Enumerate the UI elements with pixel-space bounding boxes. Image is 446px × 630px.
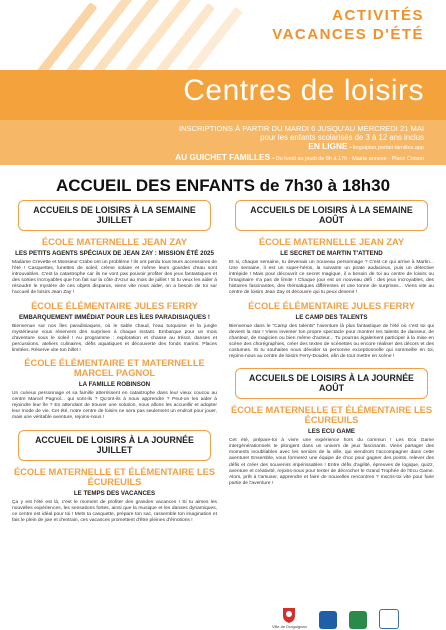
- school-name: ÉCOLE MATERNELLE JEAN ZAY: [258, 237, 405, 247]
- school-name: ÉCOLE MATERNELLE ET ÉLÉMENTAIRE LES ÉCUREUILS: [230, 405, 433, 426]
- guichet-label: AU GUICHET FAMILLES: [175, 152, 271, 162]
- main-title: ACCUEIL DES ENFANTS de 7h30 à 18h30: [55, 176, 391, 195]
- left-column: [12, 200, 217, 528]
- guichet-detail: • Du lundi au jeudi de 8h à 17h - Mairie annexe - Place Coison: [272, 156, 424, 162]
- city-logo-label: Ville de Draguignan: [272, 624, 307, 629]
- city-crest-icon: [280, 606, 298, 624]
- partner-logo: [349, 611, 367, 629]
- partner-logo-2-icon: [379, 609, 399, 629]
- program-text: Et si, chaque semaine, tu devenais un nouveau personnage ? C'est ce qui arrive à Martin... Une semaine, il est un super-héros, la suivante un pirate audacieux, puis un détective intrépide ! Mais pour découvrir ce secret magique, il a besoin de toi au centre de loisirs ou l'imaginaire n'a pas de limite ! Chaque jour est un nouveau défi : des jeux incroyables, des histoires fascinantes, des thématiques différentes et une tonne de surprises... Viens vite au centre de loisirs Jean Zay et découvre qui tu peux devenir !: [229, 260, 434, 296]
- program-text: Cet été, prépare-toi à vivre une expérience hors du commun ! Les Ecu Game intergénérationnels te plongent dans un univers de jeux fascinants. Viens partager des moments inoubliables avec les seniors de la ville, qui viendront t'accompagner dans cette aventure! Ensemble, vous formerez une équipe de choc pour gagner des points, relever des défis et créer des souvenirs impérissables ! Entre défis d'agilité, épreuves de logique, quizz, aventure et créativité, rejoins-nous pour tenter de décrocher le Grand Trophée de l'Ecu Game. Alors, prêt à t'amuser, apprendre et faire de nouvelles rencontres ? Inscris-toi vite pour faire partie de l'aventure !: [229, 438, 434, 486]
- guichet-line: [94, 153, 424, 164]
- school-name: ÉCOLE MATERNELLE JEAN ZAY: [41, 237, 188, 247]
- activites-line2: VACANCES D'ÉTÉ: [272, 26, 424, 43]
- decor-stripe: [186, 7, 242, 76]
- program-title: LES ECU GAME: [307, 428, 356, 436]
- section-box-week-july: ACCUEILS DE LOISIRS À LA SEMAINE JUILLET: [18, 200, 211, 231]
- activites-heading: [272, 6, 424, 44]
- header-banner: [0, 0, 446, 165]
- program-title: LE CAMP DES TALENTS: [295, 313, 368, 321]
- program-title: LES PETITS AGENTS SPÉCIAUX DE JEAN ZAY : MISSION ÉTÉ 2025: [15, 250, 214, 257]
- activites-line1: ACTIVITÉS: [332, 7, 424, 24]
- school-name: ÉCOLE ÉLÉMENTAIRE JULES FERRY: [248, 300, 415, 311]
- program-title: LE TEMPS DES VACANCES: [73, 489, 156, 497]
- program-title: LA FAMILLE ROBINSON: [78, 381, 151, 389]
- program-text: Ça y est l'été est là, c'est le moment de profiter des grandes vacances ! Si tu aimes les nouvelles expériences, les sensations fortes, ainsi que la musique et les danses dynamiques, ce centre est idéal pour toi ! Mets ta casquette, prépare ton sac, rassemble ton imagination et fais le plein de joie et d'entrain, ces vacances promettent d'être pleines d'émotions !: [12, 499, 217, 523]
- school-name: ÉCOLE ÉLÉMENTAIRE JULES FERRY: [31, 300, 198, 311]
- page-title: Centres de loisirs: [183, 74, 424, 107]
- caf-logo-icon: [319, 611, 337, 629]
- school-name: ÉCOLE MATERNELLE ET ÉLÉMENTAIRE LES ÉCUREUILS: [13, 466, 216, 487]
- partner-logo-icon: [349, 611, 367, 629]
- inscription-info: [94, 124, 424, 164]
- city-logo: [272, 606, 307, 629]
- age-range: pour les enfants scolarisés de 3 à 12 ans inclus: [260, 133, 424, 142]
- program-text: Bienvenue dans le "Camp des talents" l'aventure là plus fantastique de l'été où c'est toi qui devient la star ! Viens inventer ton propre spectacle pour montrer tes talents de danseur, de chanteur, de magicien ou bien même d'acteur... Tu pourras également participer à la mise en scène des chorégraphies, créer des textes de scénettes ou encore réaliser des décors et des costumes. Si tu souhaites nous dévoiler ta personne exceptionnelle qui sommeille en toi, rejoins-nous au centre de loisirs Ferry-Doudet, afin de tout mettre en scène !: [229, 323, 434, 360]
- footer-logos: [272, 606, 399, 629]
- school-name: ÉCOLE ÉLÉMENTAIRE ET MATERNELLE MARCEL PAGNOL: [24, 358, 205, 379]
- program-text: Bienvenue sur nos îles paradisiaques, où le sable chaud, l'eau turquoise et la jungle mystérieuse vous réservent des surprises à chaque instant. Embarque pour un mois d'aventure sous le soleil ! Au programme : exploration et chasse au trésor, danses et percussions, ateliers culinaires, défis aquatiques et découverte des fonds marins. Places limitées. Réserve vite ton billet !: [12, 323, 217, 353]
- program-title: LE SECRET DE MARTIN T'ATTEND: [280, 250, 383, 257]
- inscription-dates: INSCRIPTIONS À PARTIR DU MARDI 6 JUSQU'AU MERCREDI 21 MAI: [178, 124, 424, 133]
- section-box-week-august: ACCUEILS DE LOISIRS À LA SEMAINE AOÛT: [235, 200, 428, 231]
- online-detail: • linguiplan.portail-familles.app: [349, 145, 424, 151]
- program-text: Madame Crevette et Monsieur Crabe ont un problème ! Ils ont perdu tous leurs accessoires de l'été ! Casquettes, lunettes de soleil, crème solaire et même leurs gourdes d'eau sont introuvables. C'est la catastrophe car ils ne vont pas pouvoir profiter des jeux fantastiques et des sorties incroyables que l'on fait sur la côte d'Azur au mois de juillet ! Si tu veux les aider à résoudre le mystère de ces objets disparus, viens vite nous aider, on a besoin de toi sur l'accueil de loisirs Jean Zay !: [12, 260, 217, 296]
- partner-logo-2: [379, 609, 399, 629]
- program-text: Un curieux personnage et sa famille atterrissent en catastrophe dans leur vieux coucou au centre Marcel Pagnol... qui sont-ils ? Qu'ont-ils à nous apprendre ? Peut-on les aider à rejoindre leur île ? En attendant de trouver une solution, nous allons les accueillir et adopter leur mode de vie. Cet été, notre centre de loisirs ne sera pas seulement un endroit pour jouer, mais une véritable aventure, rejoins-nous !: [12, 391, 217, 421]
- section-box-day-july: ACCUEIL DE LOISIRS À LA JOURNÉE JUILLET: [18, 430, 211, 461]
- online-label: EN LIGNE: [308, 141, 348, 151]
- program-title: EMBARQUEMENT IMMÉDIAT POUR LES ÎLES PARADISIAQUES !: [19, 313, 210, 321]
- right-column: [229, 200, 434, 491]
- caf-logo: [319, 611, 337, 629]
- section-box-day-august: ACCUEILS DE LOISIRS À LA JOURNÉE AOÛT: [235, 368, 428, 399]
